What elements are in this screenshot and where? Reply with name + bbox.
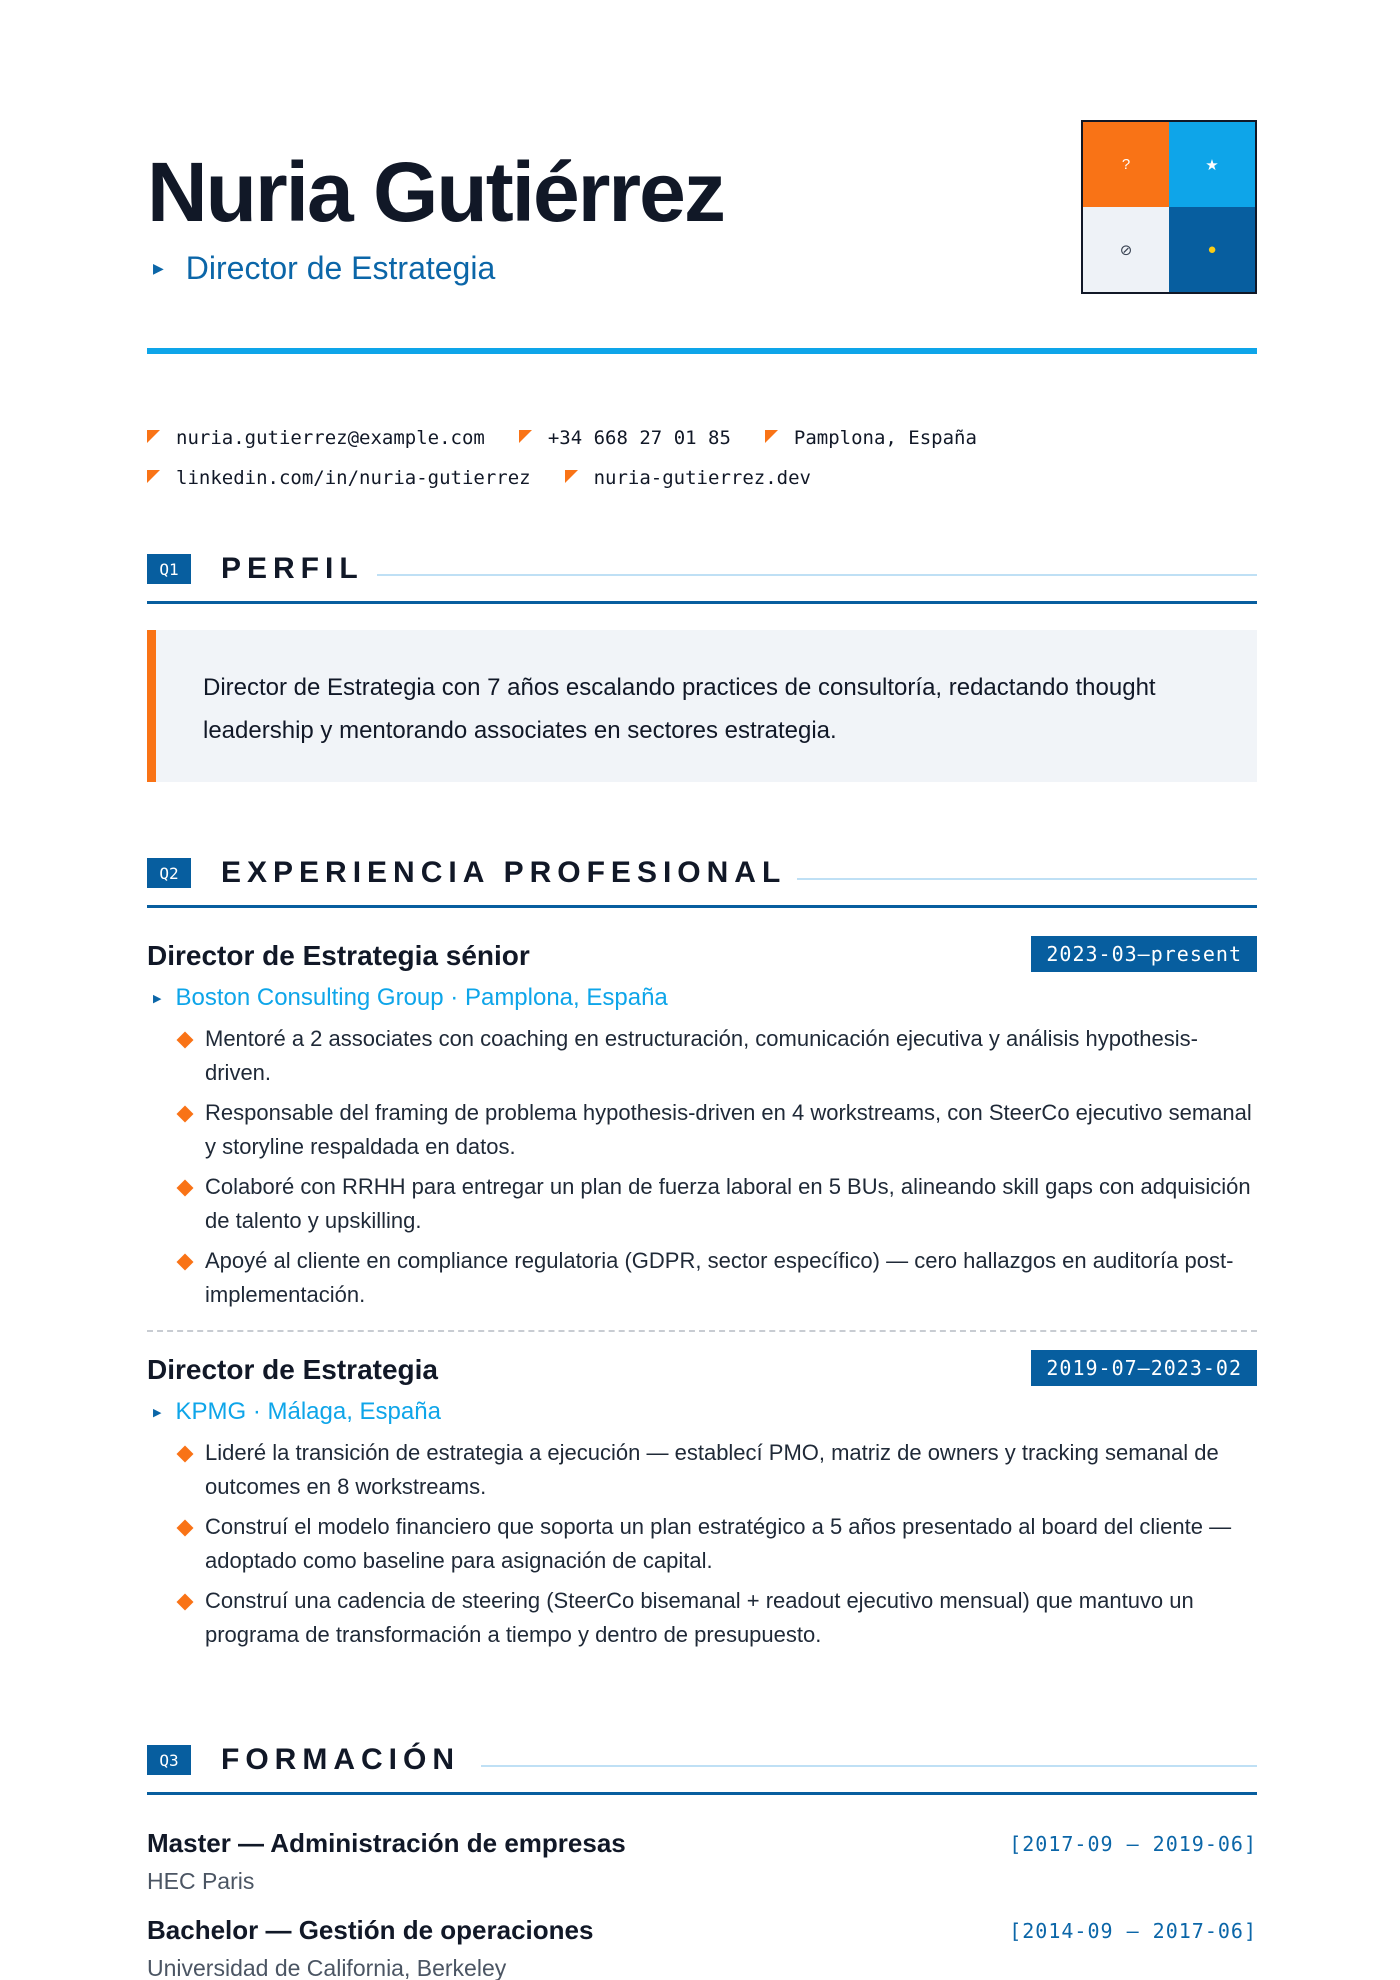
triangle-bullet-icon: ▶ bbox=[153, 260, 164, 276]
resume-page bbox=[147, 0, 1257, 1980]
bullet-text: Construí una cadencia de steering (SteerCo bisemanal + readout ejecutivo mensual) que mantuvo un programa de transformación a tiempo y dentro de presupuesto. bbox=[205, 1588, 1194, 1647]
section-title: PERFIL bbox=[221, 552, 364, 585]
triangle-bullet-icon: ▶ bbox=[153, 992, 162, 1005]
bullet-text: Colaboré con RRHH para entregar un plan de fuerza laboral en 5 BUs, alineando skill gaps con adquisición de talento y upskilling. bbox=[205, 1174, 1251, 1233]
section-heading-education bbox=[147, 1735, 1257, 1795]
institution-name: Universidad de California, Berkeley bbox=[147, 1955, 507, 1980]
diamond-bullet-icon bbox=[177, 1032, 194, 1049]
phone-text[interactable]: +34 668 27 01 85 bbox=[547, 427, 731, 449]
organization-text: KPMG · Málaga, España bbox=[175, 1398, 441, 1425]
diamond-bullet-icon bbox=[177, 1594, 194, 1611]
education-date: [2014-09 – 2017-06] bbox=[1009, 1919, 1257, 1943]
diamond-bullet-icon bbox=[177, 1106, 194, 1123]
resume-header bbox=[147, 0, 1257, 360]
degree-title: Bachelor — Gestión de operaciones bbox=[147, 1915, 594, 1945]
corner-marker-icon bbox=[765, 430, 778, 443]
diamond-bullet-icon bbox=[177, 1520, 194, 1537]
section-thin-rule bbox=[797, 878, 1257, 880]
job-date-badge: 2019-07—2023-02 bbox=[1031, 1350, 1257, 1386]
experience-entry bbox=[147, 1356, 1257, 1658]
candidate-role bbox=[147, 250, 495, 287]
job-bullets bbox=[177, 1022, 1257, 1312]
bullet-text: Apoyé al cliente en compliance regulatoria (GDPR, sector específico) — cero hallazgos en auditoría post-implementación. bbox=[205, 1248, 1234, 1307]
bullet-text: Lideré la transición de estrategia a ejecución — establecí PMO, matriz de owners y tracking semanal de outcomes en 8 workstreams. bbox=[205, 1440, 1219, 1499]
corner-marker-icon bbox=[519, 430, 532, 443]
degree-title: Master — Administración de empresas bbox=[147, 1828, 626, 1858]
organization-text: Boston Consulting Group · Pamplona, España bbox=[175, 984, 668, 1011]
job-title: Director de Estrategia bbox=[147, 1354, 438, 1385]
section-badge: Q3 bbox=[147, 1745, 191, 1775]
email-text[interactable]: nuria.gutierrez@example.com bbox=[176, 427, 485, 449]
diamond-bullet-icon bbox=[177, 1180, 194, 1197]
job-organization bbox=[147, 984, 1257, 1012]
contact-row bbox=[147, 424, 1257, 452]
section-rule bbox=[147, 601, 1257, 604]
contact-location bbox=[765, 427, 977, 449]
website-link[interactable]: nuria-gutierrez.dev bbox=[593, 467, 811, 489]
empty-set-icon: ⊘ bbox=[1083, 207, 1169, 292]
education-date: [2017-09 – 2019-06] bbox=[1009, 1832, 1257, 1856]
medal-icon: ● bbox=[1169, 207, 1255, 292]
section-thin-rule bbox=[377, 574, 1257, 576]
list-item bbox=[177, 1244, 1257, 1312]
contact-phone[interactable] bbox=[519, 427, 731, 449]
role-label: Director de Estrategia bbox=[185, 250, 496, 286]
section-title: FORMACIÓN bbox=[221, 1743, 460, 1776]
section-badge: Q1 bbox=[147, 554, 191, 584]
section-badge: Q2 bbox=[147, 858, 191, 888]
entry-divider bbox=[147, 1330, 1257, 1332]
section-thin-rule bbox=[481, 1765, 1257, 1767]
location-text: Pamplona, España bbox=[793, 427, 977, 449]
monogram-logo bbox=[1081, 120, 1257, 294]
list-item bbox=[177, 1584, 1257, 1652]
institution-name: HEC Paris bbox=[147, 1868, 255, 1894]
corner-marker-icon bbox=[147, 430, 160, 443]
list-item bbox=[177, 1022, 1257, 1090]
education-entry bbox=[147, 1830, 1257, 1895]
list-item bbox=[177, 1436, 1257, 1504]
section-heading-profile bbox=[147, 544, 1257, 604]
list-item bbox=[177, 1510, 1257, 1578]
contact-block bbox=[147, 424, 1257, 504]
contact-row bbox=[147, 464, 1257, 492]
education-entry bbox=[147, 1917, 1257, 1980]
question-icon: ? bbox=[1083, 122, 1169, 207]
corner-marker-icon bbox=[147, 470, 160, 483]
header-divider bbox=[147, 348, 1257, 354]
bullet-text: Mentoré a 2 associates con coaching en estructuración, comunicación ejecutiva y análisis hypothesis-driven. bbox=[205, 1026, 1198, 1085]
candidate-name: Nuria Gutiérrez bbox=[147, 145, 724, 239]
experience-entry bbox=[147, 942, 1257, 1318]
diamond-bullet-icon bbox=[177, 1254, 194, 1271]
contact-linkedin[interactable] bbox=[147, 467, 531, 489]
job-title: Director de Estrategia sénior bbox=[147, 940, 530, 971]
list-item bbox=[177, 1096, 1257, 1164]
section-rule bbox=[147, 905, 1257, 908]
corner-marker-icon bbox=[565, 470, 578, 483]
list-item bbox=[177, 1170, 1257, 1238]
section-heading-experience bbox=[147, 848, 1257, 908]
contact-email[interactable] bbox=[147, 427, 485, 449]
job-bullets bbox=[177, 1436, 1257, 1652]
contact-website[interactable] bbox=[565, 467, 811, 489]
triangle-bullet-icon: ▶ bbox=[153, 1406, 162, 1419]
section-title: EXPERIENCIA PROFESIONAL bbox=[221, 856, 787, 889]
star-icon: ★ bbox=[1169, 122, 1255, 207]
section-rule bbox=[147, 1792, 1257, 1795]
profile-summary: Director de Estrategia con 7 años escalando practices de consultoría, redactando thought leadership y mentorando associates en sectores estrategia. bbox=[147, 630, 1257, 782]
job-organization bbox=[147, 1398, 1257, 1426]
bullet-text: Construí el modelo financiero que soporta un plan estratégico a 5 años presentado al board del cliente — adoptado como baseline para asignación de capital. bbox=[205, 1514, 1232, 1573]
job-date-badge: 2023-03—present bbox=[1031, 936, 1257, 972]
linkedin-link[interactable]: linkedin.com/in/nuria-gutierrez bbox=[176, 467, 531, 489]
diamond-bullet-icon bbox=[177, 1446, 194, 1463]
bullet-text: Responsable del framing de problema hypothesis-driven en 4 workstreams, con SteerCo ejecutivo semanal y storyline respaldada en datos. bbox=[205, 1100, 1252, 1159]
